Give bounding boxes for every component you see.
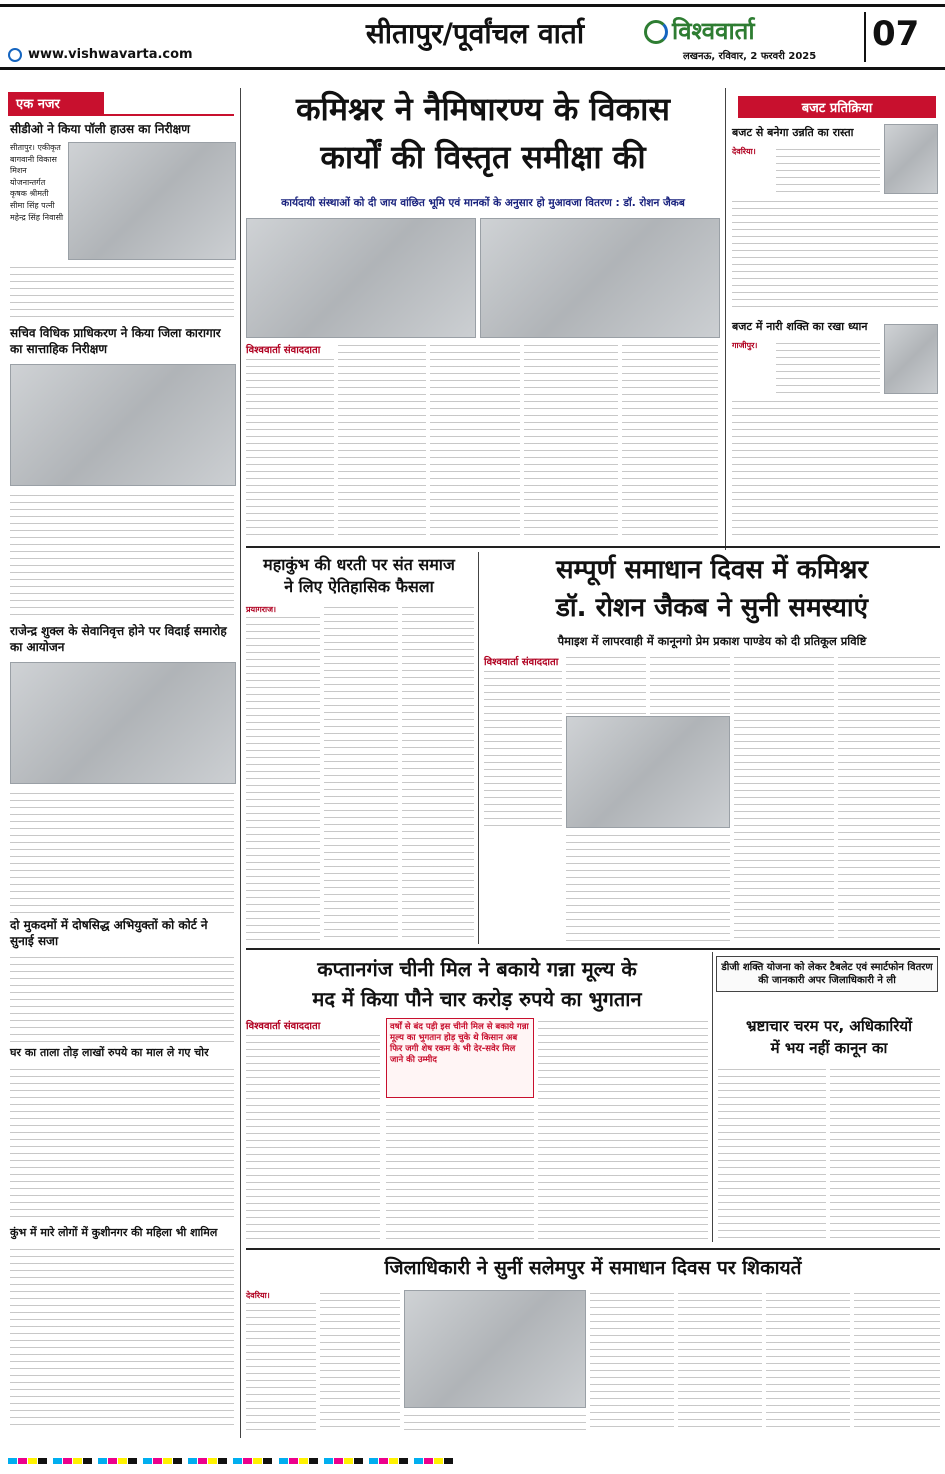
lead-body-col3 [430,342,520,538]
jail-inspection-headline: सचिव विधिक प्राधिकरण ने किया जिला कारागार का सात्ताहिक निरीक्षण [10,326,221,356]
samadhan-subheadline: पैमाइश में लापरवाही में कानूनगो प्रेम प्रकाश पाण्डेय को दी प्रतिकूल प्रविष्टि [557,634,867,648]
salempur-body-col1 [246,1300,316,1430]
registration-strip [8,1452,938,1464]
lead-body-col5 [622,342,718,538]
jail-inspection-photo [10,364,236,486]
budget-label: बजट प्रतिक्रिया [738,96,936,118]
kumbh-victim-body [10,1246,234,1430]
page-number: 07 [872,14,920,54]
sugar-mill-body-col1 [246,1032,380,1240]
retirement-headline: राजेन्द्र शुक्ल के सेवानिवृत्त होने पर विदाई समारोह का आयोजन [10,624,227,654]
brand-name: विश्ववार्ता [672,17,755,45]
ek-nazar-label: एक नजर [8,92,104,114]
theft-body [10,1066,234,1222]
jail-inspection-body [10,492,234,616]
court-verdict-headline: दो मुकदमों में दोषसिद्ध अभियुक्तों को कोर्ट ने सुनाई सजा [10,918,208,948]
cdo-body-text [10,264,234,320]
samadhan-photo [566,716,730,828]
salempur-body-col6 [854,1290,940,1430]
cdo-photo [68,142,236,260]
lead-photo-site-visit [480,218,720,338]
right-column-rule [725,88,726,550]
lead-subheadline: कार्यदायी संस्थाओं को दी जाय वांछित भूमि एवं मानकों के अनुसार हो मुआवजा वितरण : डॉ. रोशन जैकब [281,197,685,209]
corruption-body-col1 [718,1066,826,1240]
lead-body-col2 [338,342,426,538]
lead-body-col4 [524,342,618,538]
section-title: सीतापुर/पूर्वांचल वार्ता [365,17,585,50]
brand-logo-icon [644,20,668,44]
lead-byline: विश्ववार्ता संवाददाता [246,345,321,356]
globe-icon [8,48,22,62]
budget-item2-body [776,340,880,394]
retirement-body [10,790,234,914]
salempur-body-col4 [678,1290,762,1430]
mahakumbh-body-col2 [324,604,398,942]
lead-headline-line1: कमिश्नर ने नैमिषारण्य के विकास [295,90,670,128]
mahakumbh-body-col1 [246,614,320,942]
lead-bottom-rule [246,546,940,548]
budget-item1-dateline: देवरिया। [732,147,756,156]
mahakumbh-headline-line2: ने लिए ऐतिहासिक फैसला [284,577,434,596]
retirement-photo [10,662,236,784]
sugar-mill-headline-line1: कप्तानगंज चीनी मिल ने बकाये गन्ना मूल्य के [317,957,637,981]
sugar-mill-pullquote: वर्षों से बंद पड़ी इस चीनी मिल से बकाये गन्ना मूल्य का भुगतान होड़ चुके थे किसान अब फिर जगी शेष रकम के भी देर-सवेर मिल जाने की उम्मीद [390,1022,529,1066]
lead-body-col1 [246,356,334,538]
salempur-body-col5 [766,1290,850,1430]
salempur-headline: जिलाधिकारी ने सुनीं सलेमपुर में समाधान दिवस पर शिकायतें [384,1257,802,1279]
salempur-photo-caption [404,1412,586,1430]
sugar-mill-body-col2 [386,1102,534,1240]
masthead [0,0,945,70]
lead-headline-line2: कार्यों की विस्तृत समीक्षा की [320,138,646,176]
samadhan-body-col1 [484,668,562,826]
samadhan-byline: विश्ववार्ता संवाददाता [484,657,559,668]
budget-item1-body [776,146,880,196]
cdo-headline: सीडीओ ने किया पॉली हाउस का निरीक्षण [10,122,190,136]
salempur-photo [404,1290,586,1408]
lower-rule [246,1248,940,1250]
salempur-dateline: देवरिया। [246,1291,270,1300]
samadhan-headline-line2: डॉ. रोशन जैकब ने सुनी समस्याएं [556,593,868,623]
budget-item2-portrait [884,324,938,394]
samadhan-left-rule [478,552,479,944]
sugar-mill-body-col3 [538,1018,708,1240]
budget-item1-headline: बजट से बनेगा उन्नति का रास्ता [732,126,854,139]
mid-page-rule [246,948,940,950]
corruption-body-col2 [830,1066,940,1240]
court-verdict-body [10,954,234,1042]
page-number-rule [864,12,866,62]
mahakumbh-dateline: प्रयागराज। [246,605,277,614]
masthead-top-rule [0,4,945,7]
sugar-mill-right-rule [712,952,713,1242]
left-column-rule [240,88,241,1438]
mahakumbh-body-col3 [402,604,474,942]
lead-photo-meeting [246,218,476,338]
salempur-body-col3 [590,1290,674,1430]
dateline: लखनऊ, रविवार, 2 फरवरी 2025 [683,51,817,62]
sugar-mill-byline: विश्ववार्ता संवाददाता [246,1021,321,1032]
samadhan-headline-line1: सम्पूर्ण समाधान दिवस में कमिश्नर [555,555,869,585]
corruption-headline-line2: में भय नहीं कानून का [770,1039,888,1057]
cdo-caption: सीतापुर। एकीकृत बागवानी विकास मिशन योजनान्तर्गत कृषक श्रीमती सीमा सिंह पत्नी महेन्द्र सिंह निवासी [10,143,64,222]
budget-item1-body-cont [732,198,938,308]
samadhan-body-lower [566,832,730,942]
website-url[interactable]: www.vishwavarta.com [28,47,193,62]
budget-item2-body-cont [732,398,938,538]
samadhan-body-col5 [838,654,940,942]
budget-item1-portrait [884,124,938,194]
theft-headline: घर का ताला तोड़ लाखों रुपये का माल ले गए चोर [10,1046,209,1059]
samadhan-body-col4 [734,654,834,942]
mahakumbh-headline-line1: महाकुंभ की धरती पर संत समाज [263,555,455,574]
kumbh-victim-headline: कुंभ में मारे लोगों में कुशीनगर की महिला भी शामिल [10,1226,218,1239]
corruption-headline-line1: भ्रष्टाचार चरम पर, अधिकारियों [746,1017,912,1035]
budget-item2-dateline: गाजीपुर। [732,341,758,350]
tablet-headline: डीजी शक्ति योजना को लेकर टैबलेट एवं स्मार्टफोन वितरण की जानकारी अपर जिलाधिकारी ने ली [716,956,938,992]
ek-nazar-rule [8,114,234,116]
sugar-mill-headline-line2: मद में किया पौने चार करोड़ रुपये का भुगतान [312,987,642,1011]
salempur-body-col2 [320,1290,400,1430]
budget-item2-headline: बजट में नारी शक्ति का रखा ध्यान [732,320,868,333]
